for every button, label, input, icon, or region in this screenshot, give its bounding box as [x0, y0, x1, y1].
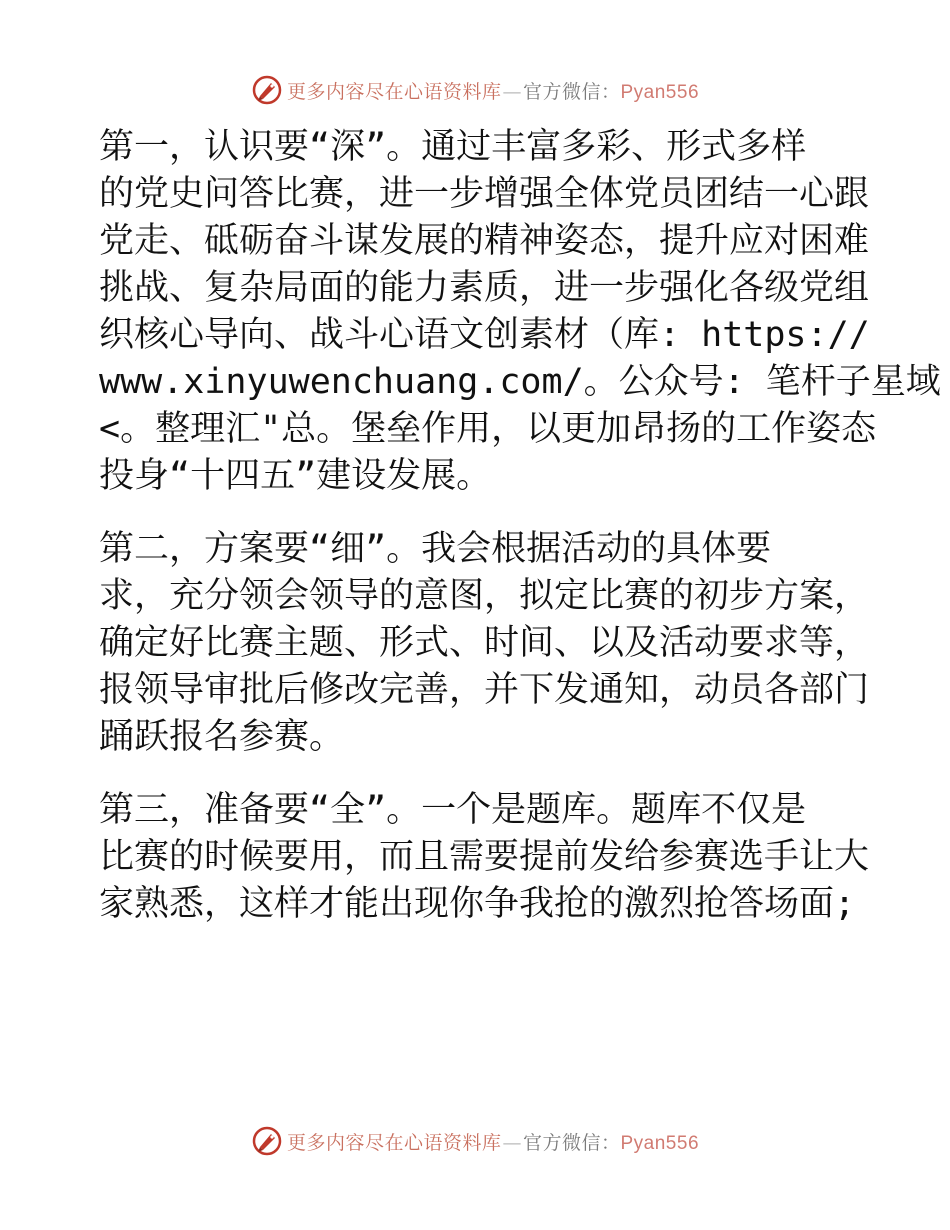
text-line: 挑战、复杂局面的能力素质，进一步强化各级党组	[99, 268, 870, 308]
wechat-id: Pyan556	[620, 81, 700, 103]
text-line: <。整理汇"总。堡垒作用，以更加昂扬的工作姿态	[99, 409, 877, 449]
text-line: 确定好比赛主题、形式、时间、以及活动要求等，	[99, 623, 870, 663]
brand-text: 更多内容尽在心语资料库	[286, 80, 502, 103]
text-line: www.xinyuwenchuang.com/。公众号: 笔杆子星域	[99, 362, 941, 402]
footer-banner	[0, 1121, 950, 1161]
banner-separator: —	[502, 80, 522, 103]
wechat-id: Pyan556	[620, 1132, 700, 1154]
header-banner-text	[287, 77, 699, 104]
pen-nib-logo-icon	[251, 1125, 283, 1157]
text-line: 第二，方案要“细”。我会根据活动的具体要	[99, 529, 772, 569]
document-body	[99, 124, 941, 928]
paragraph-2	[99, 526, 870, 761]
text-line: 家熟悉，这样才能出现你争我抢的激烈抢答场面;	[99, 884, 856, 924]
text-line: 党走、砥砺奋斗谋发展的精神姿态，提升应对困难	[99, 221, 870, 261]
paragraph-1	[99, 124, 941, 500]
text-line: 投身“十四五”建设发展。	[99, 456, 492, 496]
wechat-label: 官方微信：	[522, 80, 621, 103]
text-line: 的党史问答比赛，进一步增强全体党员团结一心跟	[99, 174, 870, 214]
paragraph-3	[99, 787, 870, 928]
text-line: 比赛的时候要用，而且需要提前发给参赛选手让大	[99, 837, 870, 877]
text-line: 求，充分领会领导的意图，拟定比赛的初步方案，	[99, 576, 870, 616]
brand-text: 更多内容尽在心语资料库	[286, 1131, 502, 1154]
text-line: 报领导审批后修改完善，并下发通知，动员各部门	[99, 670, 870, 710]
header-banner	[0, 70, 950, 110]
text-line: 第三，准备要“全”。一个是题库。题库不仅是	[99, 790, 807, 830]
banner-separator: —	[502, 1131, 522, 1154]
footer-banner-text	[287, 1128, 699, 1155]
pen-nib-logo-icon	[251, 74, 283, 106]
text-line: 第一，认识要“深”。通过丰富多彩、形式多样	[99, 127, 807, 167]
wechat-label: 官方微信：	[522, 1131, 621, 1154]
text-line: 织核心导向、战斗心语文创素材（库: https://	[99, 315, 870, 355]
text-line: 踊跃报名参赛。	[99, 717, 345, 757]
